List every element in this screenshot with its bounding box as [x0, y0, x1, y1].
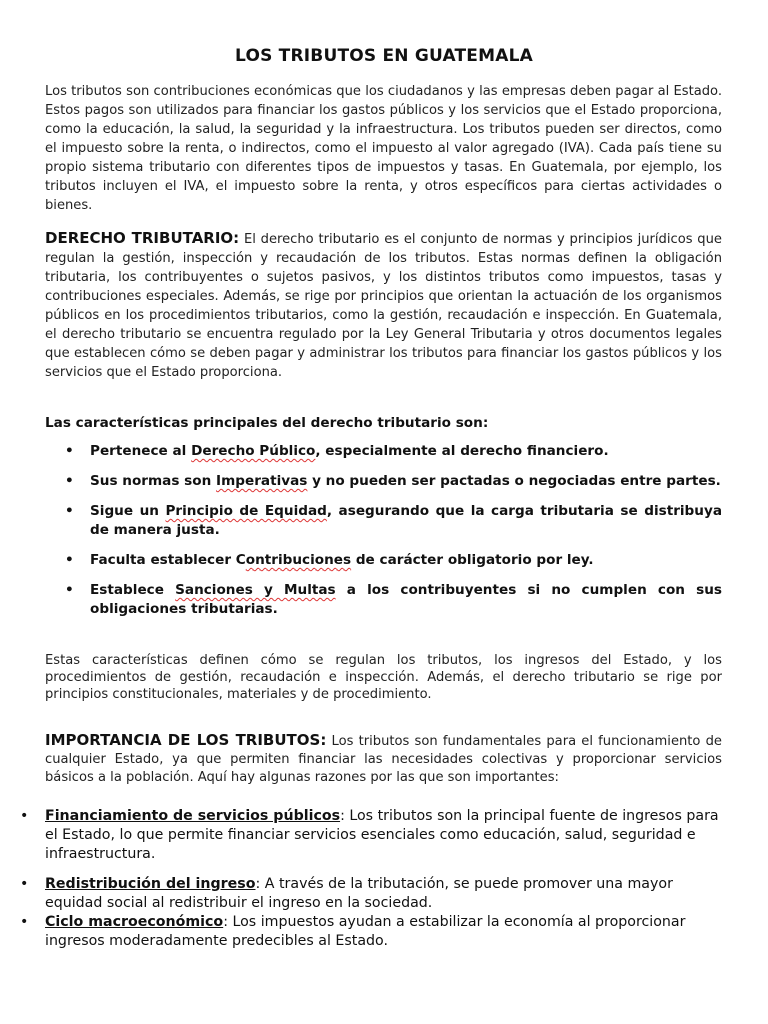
list-item: • Ciclo macroeconómico: Los impuestos ayudan a estabilizar la economía al proporcionar ingresos moderadamente predecibles al Estado.	[20, 914, 686, 949]
list-item-key: Financiamiento de servicios públicos	[45, 808, 341, 824]
list-item: • Sus normas son Imperativas y no pueden ser pactadas o negociadas entre partes.	[65, 473, 721, 489]
bullet-icon: •	[65, 582, 74, 598]
spellcheck-underlined-term: Sanciones y Multas	[175, 582, 336, 598]
spellcheck-underlined-term: Imperativas	[216, 473, 308, 489]
spellcheck-underlined-term: Principio de Equidad	[165, 503, 327, 519]
list-item: • Sigue un Principio de Equidad, asegurando que la carga tributaria se distribuya de manera justa.	[65, 503, 722, 538]
list-item: • Pertenece al Derecho Público, especialmente al derecho financiero.	[65, 443, 609, 459]
importancia-list	[0, 807, 722, 951]
spellcheck-underlined-term: Derecho Público	[191, 443, 316, 459]
bullet-icon: •	[20, 914, 29, 930]
bullet-icon: •	[20, 876, 29, 892]
derecho-heading: DERECHO TRIBUTARIO:	[45, 229, 240, 247]
caracteristicas-list	[45, 442, 722, 630]
caracteristicas-heading: Las características principales del derecho tributario son:	[45, 415, 489, 431]
document-title: LOS TRIBUTOS EN GUATEMALA	[235, 46, 533, 66]
list-item: • Financiamiento de servicios públicos: Los tributos son la principal fuente de ingresos para el Estado, lo que permite financiar servicios esenciales como educación, salud, seguridad e infraestructura.	[20, 808, 719, 862]
caracteristicas-closing: Estas características definen cómo se regulan los tributos, los ingresos del Estado, y los procedimientos de gestión, recaudación e inspección. Además, el derecho tributario se rige por principios constitucionales, materiales y de procedimiento.	[45, 653, 722, 702]
bullet-icon: •	[65, 443, 74, 459]
importancia-heading: IMPORTANCIA DE LOS TRIBUTOS:	[45, 731, 327, 749]
list-item: • Redistribución del ingreso: A través de la tributación, se puede promover una mayor equidad social al redistribuir el ingreso en la sociedad.	[20, 876, 673, 911]
spellcheck-underlined-term: ontribuciones	[245, 552, 352, 568]
intro-paragraph: Los tributos son contribuciones económicas que los ciudadanos y las empresas deben pagar al Estado. Estos pagos son utilizados para financiar los gastos públicos y los servicios que el Estado proporciona, como la educación, la salud, la seguridad y la infraestructura. Los tributos pueden ser directos, como el impuesto sobre la renta, o indirectos, como el impuesto al valor agregado (IVA). Cada país tiene su propio sistema tributario con diferentes tipos de impuestos y tasas. En Guatemala, por ejemplo, los tributos incluyen el IVA, el impuesto sobre la renta, y otros específicos para ciertas actividades o bienes.	[45, 84, 722, 213]
bullet-icon: •	[20, 808, 29, 824]
bullet-icon: •	[65, 552, 74, 568]
list-item-key: Redistribución del ingreso	[45, 876, 256, 892]
list-item: • Establece Sanciones y Multas a los contribuyentes si no cumplen con sus obligaciones tributarias.	[65, 582, 723, 617]
bullet-icon: •	[65, 473, 74, 489]
importancia-body: Los tributos son fundamentales para el funcionamiento de cualquier Estado, ya que permiten financiar las necesidades colectivas y proporcionar servicios básicos a la población. Aquí hay algunas razones por las que son importantes:	[45, 734, 722, 785]
importancia-paragraph	[45, 731, 722, 787]
derecho-body: El derecho tributario es el conjunto de normas y principios jurídicos que regulan la gestión, inspección y recaudación de los tributos. Estas normas definen la obligación tributaria, los contribuyentes o sujetos pasivos, y los distintos tributos como impuestos, tasas y contribuciones especiales. Además, se rige por principios que orientan la actuación de los organismos públicos en los procedimientos tributarios, como la gestión, recaudación e inspección. En Guatemala, el derecho tributario se encuentra regulado por la Ley General Tributaria y otros documentos legales que establecen cómo se deben pagar y administrar los tributos para financiar los gastos públicos y los servicios que el Estado proporciona.	[45, 232, 722, 380]
derecho-paragraph	[45, 229, 722, 382]
bullet-icon: •	[65, 503, 74, 519]
list-item: • Faculta establecer Contribuciones de carácter obligatorio por ley.	[65, 552, 594, 568]
list-item-key: Ciclo macroeconómico	[45, 914, 224, 930]
